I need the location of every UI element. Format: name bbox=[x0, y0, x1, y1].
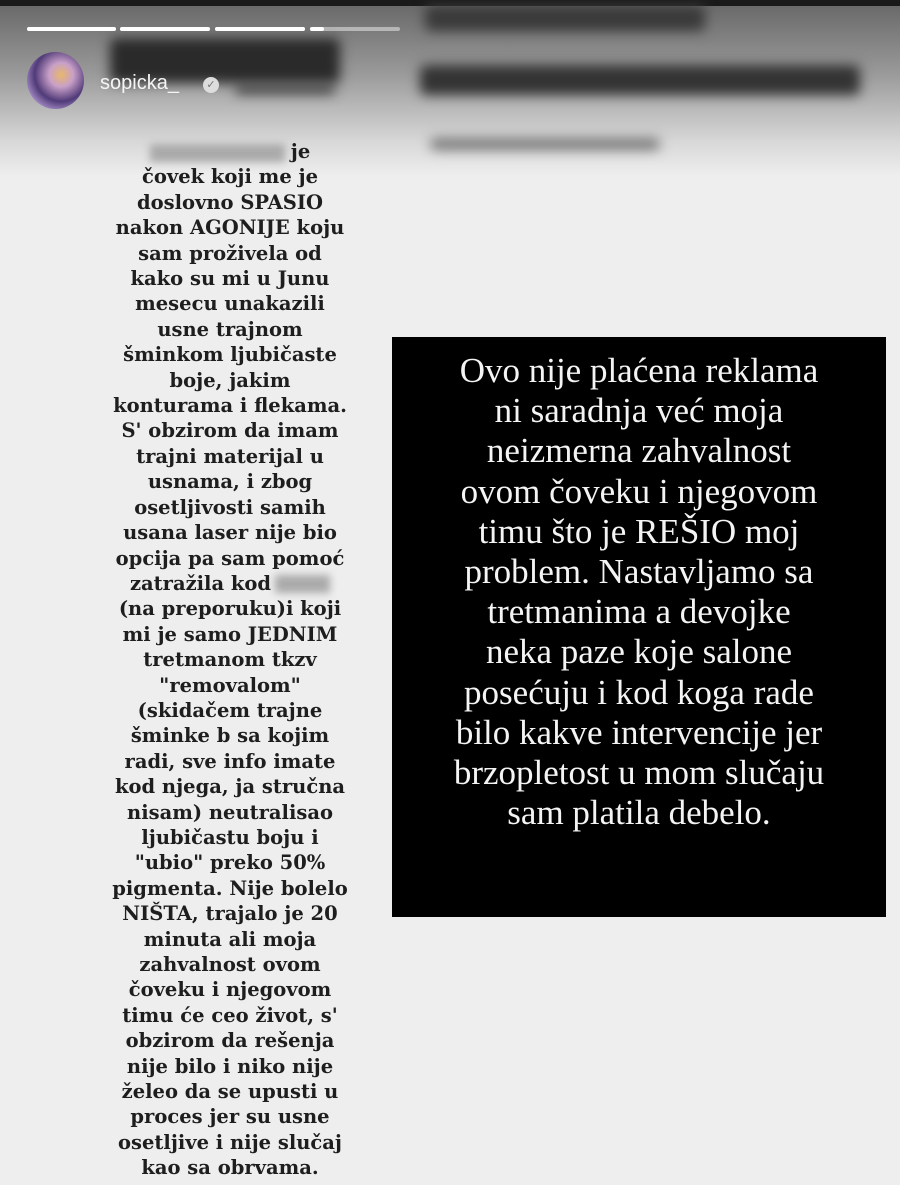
story-progress-2 bbox=[120, 27, 210, 31]
avatar[interactable] bbox=[27, 52, 84, 109]
story-progress-4 bbox=[310, 27, 400, 31]
story-progress-3 bbox=[215, 27, 305, 31]
text-line: zatražila kod bbox=[129, 571, 272, 595]
redacted-name bbox=[150, 144, 285, 162]
redacted-name bbox=[275, 575, 330, 593]
quote-box: Ovo nije plaćena reklama ni saradnja već moja neizmerna zahvalnost ovom čoveku i njegovom timu što je REŠIO moj problem. Nastavljamo sa tretmanima a devojke neka paze koje salone posećuju i kod koga rade bilo kakve intervencije jer brzopletost u mom slučaju sam platila debelo. bbox=[392, 337, 886, 917]
verified-badge-icon: ✓ bbox=[203, 77, 219, 93]
redacted-text bbox=[420, 65, 860, 95]
redacted-text bbox=[430, 138, 660, 150]
story-body-text bbox=[95, 139, 365, 1181]
text-block: čovek koji me je doslovno SPASIO nakon AGONIJE koju sam proživela od kako su mi u Junu mesecu unakazili usne trajnom šminkom ljubičaste boje, jakim konturama i flekama. S' obzirom da imam trajni materijal u usnama, i zbog osetljivosti samih usana laser nije bio opcija pa sam pomoć bbox=[113, 165, 347, 570]
story-progress-1 bbox=[27, 27, 116, 31]
username[interactable]: sopicka_ bbox=[100, 72, 179, 94]
redacted-underline bbox=[235, 87, 335, 93]
text-line: je bbox=[290, 140, 311, 163]
redacted-text bbox=[425, 5, 705, 31]
text-block: (na preporuku)i koji mi je samo JEDNIM tretmanom tkzv "removalom" (skidačem trajne šminke b sa kojim radi, sve info imate kod njega, ja stručna nisam) neutralisao ljubičastu boju i "ubio" preko 50% pigmenta. Nije bolelo NIŠTA, trajalo je 20 minuta ali moja zahvalnost ovom čoveku i njegovom timu će ceo život, s' obzirom da rešenja nije bilo i niko nije želeo da se upusti u proces jer su usne osetljive i nije slučaj kao sa obrvama. bbox=[112, 597, 348, 1180]
